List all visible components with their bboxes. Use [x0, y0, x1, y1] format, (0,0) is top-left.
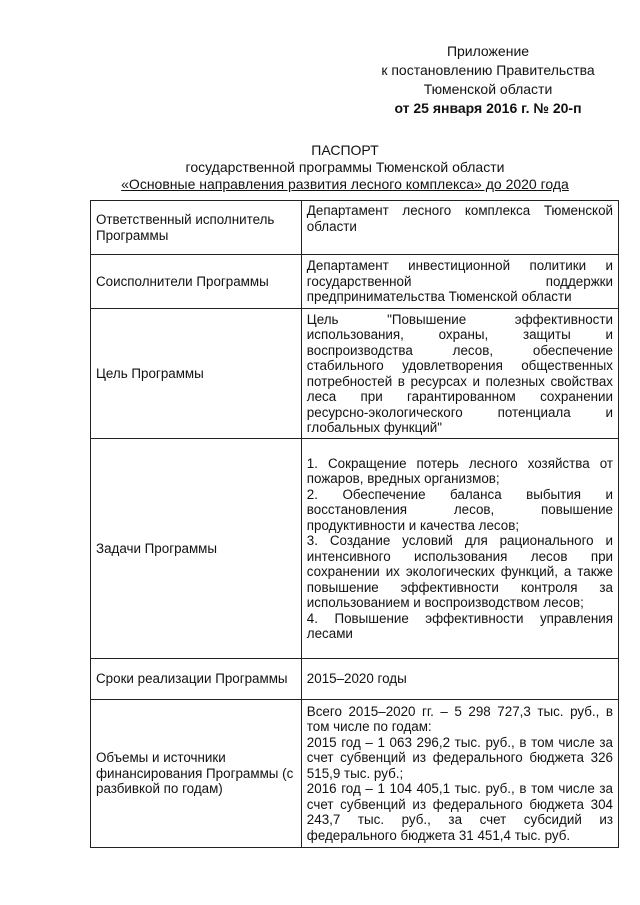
row-label: Цель Программы	[91, 309, 302, 439]
row-value-text: Департамент инвестиционной политики и государственной поддержки предпринимательства Тюменской области	[306, 258, 613, 305]
row-value-text: Всего 2015–2020 гг. – 5 298 727,3 тыс. руб., в том числе по годам:	[306, 703, 613, 735]
appendix-region: Тюменской области	[423, 81, 553, 97]
table-row	[91, 439, 619, 659]
table-row	[91, 201, 619, 255]
row-value	[301, 700, 618, 848]
document-header	[80, 142, 610, 193]
row-value	[301, 201, 618, 255]
table-row	[91, 309, 619, 439]
row-label: Ответственный исполнитель Программы	[91, 201, 302, 255]
document-subtitle-line2: «Основные направления развития лесного комплекса» до 2020 года	[121, 176, 569, 192]
appendix-date-number: от 25 января 2016 г. № 20-п	[394, 100, 582, 116]
appendix-block	[360, 42, 616, 118]
row-label: Задачи Программы	[91, 439, 302, 659]
row-value-text: 1. Сокращение потерь лесного хозяйства от пожаров, вредных организмов;	[306, 455, 613, 486]
row-value	[301, 439, 618, 659]
row-value-text: 2016 год – 1 104 405,1 тыс. руб., в том числе за счет субвенций из федерального бюджета 304 243,7 тыс. руб., за счет субсидий из федерального бюджета 31 451,4 тыс. руб.	[306, 781, 613, 843]
row-value	[301, 309, 618, 439]
row-value-text: 2015 год – 1 063 296,2 тыс. руб., в том числе за счет субвенций из федерального бюджета 326 515,9 тыс. руб.;	[306, 734, 613, 781]
appendix-label: Приложение	[446, 43, 530, 59]
document-subtitle-line1: государственной программы Тюменской области	[185, 159, 505, 175]
passport-table	[90, 200, 619, 848]
row-value	[301, 255, 618, 309]
row-value-text: 2015–2020 годы	[306, 671, 407, 687]
document-title: ПАСПОРТ	[311, 142, 379, 158]
row-value-text: Цель "Повышение эффективности использования, охраны, защиты и воспроизводства лесов, обеспечение стабильного удовлетворения общественных потребностей в ресурсах и полезных свойствах леса при гарантированном сохранении ресурсно-экологического потенциала и глобальных функций"	[306, 311, 613, 435]
table-row	[91, 255, 619, 309]
appendix-resolution: к постановлению Правительства	[381, 62, 595, 78]
row-label: Сроки реализации Программы	[91, 659, 302, 700]
row-value-text: 3. Создание условий для рационального и интенсивного использования лесов при сохранении их экологических функций, а также повышение эффективности контроля за использованием и воспроизводством лесов;	[306, 533, 613, 610]
row-label: Объемы и источники финансирования Программы (с разбивкой по годам)	[91, 700, 302, 848]
row-value-text: 2. Обеспечение баланса выбытия и восстановления лесов, повышение продуктивности и качества лесов;	[306, 486, 613, 533]
table-row	[91, 700, 619, 848]
row-value-text: 4. Повышение эффективности управления лесами	[306, 610, 613, 641]
table-row	[91, 659, 619, 700]
row-value	[301, 659, 618, 700]
row-label: Соисполнители Программы	[91, 255, 302, 309]
row-value-text: Департамент лесного комплекса Тюменской области	[306, 203, 613, 234]
